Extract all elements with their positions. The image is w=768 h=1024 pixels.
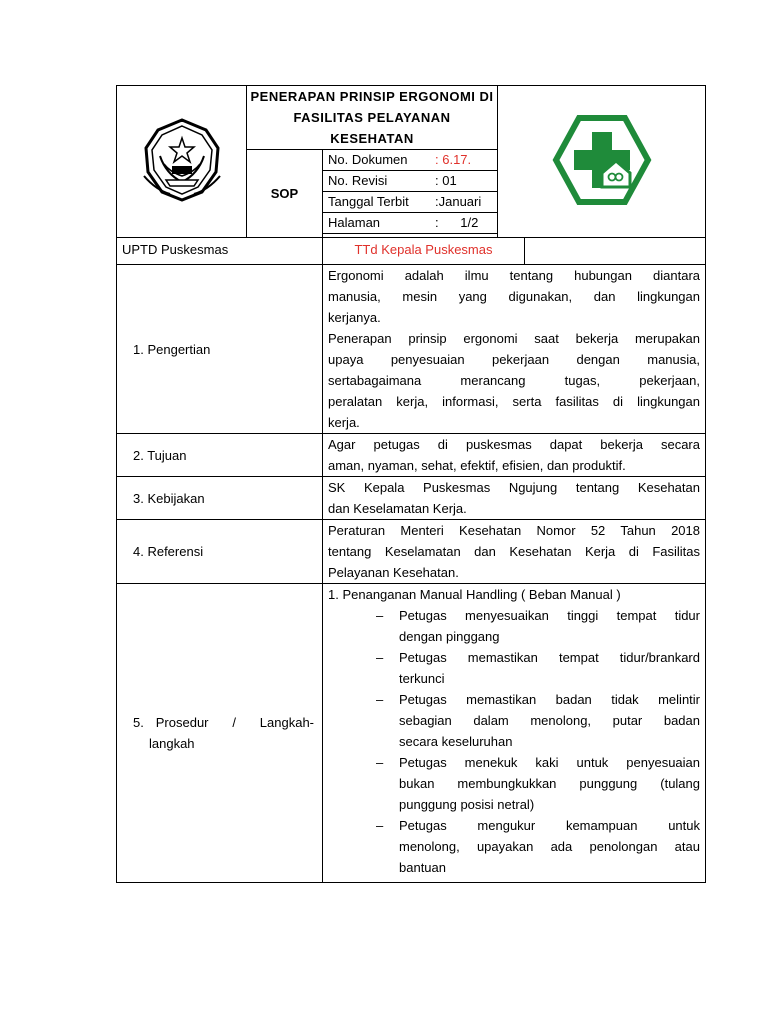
meta-row-tanggal-terbit: Tanggal Terbit :Januari (323, 192, 498, 213)
puskesmas-logo-icon (552, 115, 652, 205)
left-logo-cell (117, 86, 247, 238)
prosedur-label: 5. Prosedur / Langkah- langkah (117, 584, 323, 883)
right-logo-cell (498, 86, 706, 238)
pengertian-text: Ergonomi adalah ilmu tentang hubungan diantara manusia, mesin yang digunakan, dan lingkungan kerjanya. Penerapan prinsip ergonomi saat bekerja merupakan upaya penyesuaian pekerjaan dengan manusia, sertabagaimana merancang tugas, pekerjaan, peralatan kerja, informasi, serta fasilitas di lingkungan kerja. (323, 265, 706, 434)
meta-row-no-revisi: No. Revisi : 01 (323, 171, 498, 192)
kebijakan-label: 3. Kebijakan (117, 477, 323, 520)
procedure-bullet: – Petugas menekuk kaki untuk penyesuaian bukan membungkukkan punggung (tulang punggung posisi netral) (376, 755, 700, 812)
uptd-label: UPTD Puskesmas (117, 238, 323, 265)
document-title: PENERAPAN PRINSIP ERGONOMI DI FASILITAS PELAYANAN KESEHATAN (247, 86, 498, 150)
meta-row-no-dokumen: No. Dokumen : 6.17. (323, 150, 498, 171)
tujuan-text: Agar petugas di puskesmas dapat bekerja secara aman, nyaman, sehat, efektif, efisien, dan produktif. (323, 434, 706, 477)
referensi-text: Peraturan Menteri Kesehatan Nomor 52 Tahun 2018 tentang Keselamatan dan Kesehatan Kerja di Fasilitas Pelayanan Kesehatan. (323, 520, 706, 584)
meta-row-halaman: Halaman : 1/2 (323, 213, 498, 234)
empty-cell (525, 238, 706, 265)
referensi-label: 4. Referensi (117, 520, 323, 584)
procedure-bullet: – Petugas memastikan badan tidak melintir sebagian dalam menolong, putar badan secara keseluruhan (376, 692, 700, 749)
kebijakan-text: SK Kepala Puskesmas Ngujung tentang Kesehatan dan Keselamatan Kerja. (323, 477, 706, 520)
signature-label: TTd Kepala Puskesmas (323, 238, 525, 265)
procedure-item-1: 1. Penanganan Manual Handling ( Beban Manual ) (328, 587, 621, 602)
pengertian-label: 1. Pengertian (117, 265, 323, 434)
sop-table (116, 85, 706, 883)
procedure-bullet: – Petugas mengukur kemampuan untuk menolong, upayakan ada penolongan atau bantuan (376, 818, 700, 875)
procedure-bullet: – Petugas menyesuaikan tinggi tempat tidur dengan pinggang (376, 608, 700, 644)
procedure-bullet: – Petugas memastikan tempat tidur/brankard terkunci (376, 650, 700, 686)
prosedur-text (323, 584, 706, 883)
tujuan-label: 2. Tujuan (117, 434, 323, 477)
sop-label: SOP (247, 150, 323, 238)
central-java-emblem-icon (136, 116, 228, 204)
